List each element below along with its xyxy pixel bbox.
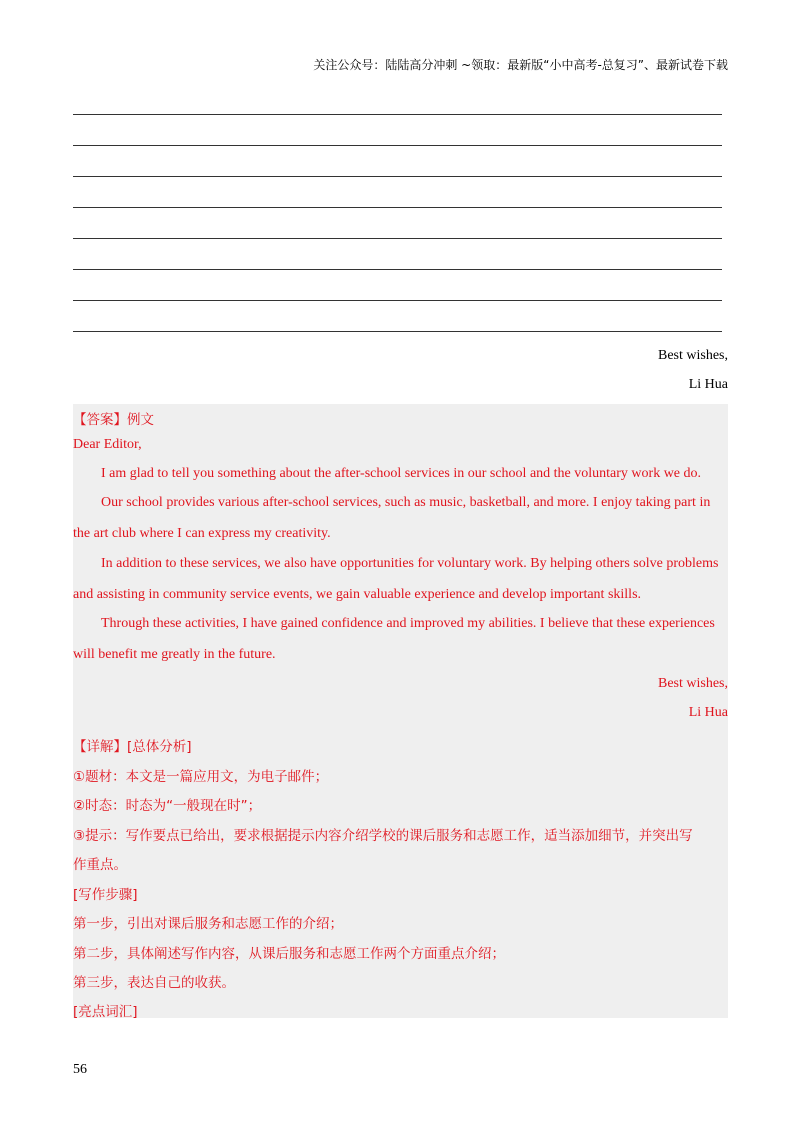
analysis-item-1: ①题材：本文是一篇应用文，为电子邮件； <box>73 769 329 785</box>
answer-tag: 【答案】例文 <box>73 412 154 428</box>
answer-salutation: Dear Editor, <box>73 437 142 452</box>
answer-paragraph-4-line-1: Through these activities, I have gained confidence and improved my abilities. I believe that these experiences <box>101 616 715 631</box>
writing-line <box>73 115 722 146</box>
writing-step-2: 第二步，具体阐述写作内容，从课后服务和志愿工作两个方面重点介绍； <box>73 946 505 962</box>
answer-paragraph-2-line-2: the art club where I can express my creativity. <box>73 526 331 541</box>
answer-paragraph-2-line-1: Our school provides various after-school services, such as music, basketball, and more. I enjoy taking part in <box>101 495 711 510</box>
writing-step-1: 第一步，引出对课后服务和志愿工作的介绍； <box>73 916 343 932</box>
writing-line <box>73 239 722 270</box>
explanation-tag: 【详解】 <box>73 739 127 755</box>
highlight-vocabulary-title: [亮点词汇] <box>73 1004 138 1020</box>
answer-paragraph-1: I am glad to tell you something about the after-school services in our school and the voluntary work we do. <box>101 466 702 481</box>
writing-line <box>73 208 722 239</box>
answer-paragraph-3-line-2: and assisting in community service events, we gain valuable experience and develop important skills. <box>73 587 642 602</box>
analysis-item-3-line-1: ③提示：写作要点已给出，要求根据提示内容介绍学校的课后服务和志愿工作，适当添加细节，并突出写 <box>73 828 693 844</box>
writing-line <box>73 301 722 332</box>
page-number: 56 <box>73 1062 87 1077</box>
overall-analysis-label: [总体分析] <box>127 739 192 755</box>
answer-best-wishes: Best wishes, <box>658 676 728 691</box>
answer-paragraph-3-line-1: In addition to these services, we also have opportunities for voluntary work. By helping others solve problems <box>101 556 719 571</box>
explanation-heading <box>73 735 192 755</box>
writing-line <box>73 177 722 208</box>
analysis-item-3-line-2: 作重点。 <box>73 857 127 873</box>
page-header: 关注公众号：陆陆高分冲刺 ~领取：最新版“小中高考-总复习”、最新试卷下载 <box>313 58 728 72</box>
analysis-item-2: ②时态：时态为“一般现在时”； <box>73 798 262 814</box>
writing-lines <box>73 114 722 332</box>
writing-steps-title: [写作步骤] <box>73 887 138 903</box>
closing-best-wishes: Best wishes, <box>658 348 728 363</box>
writing-line <box>73 146 722 177</box>
answer-name: Li Hua <box>688 705 728 720</box>
answer-paragraph-4-line-2: will benefit me greatly in the future. <box>73 647 276 662</box>
writing-step-3: 第三步，表达自己的收获。 <box>73 975 235 991</box>
writing-line <box>73 270 722 301</box>
closing-name: Li Hua <box>688 377 728 392</box>
